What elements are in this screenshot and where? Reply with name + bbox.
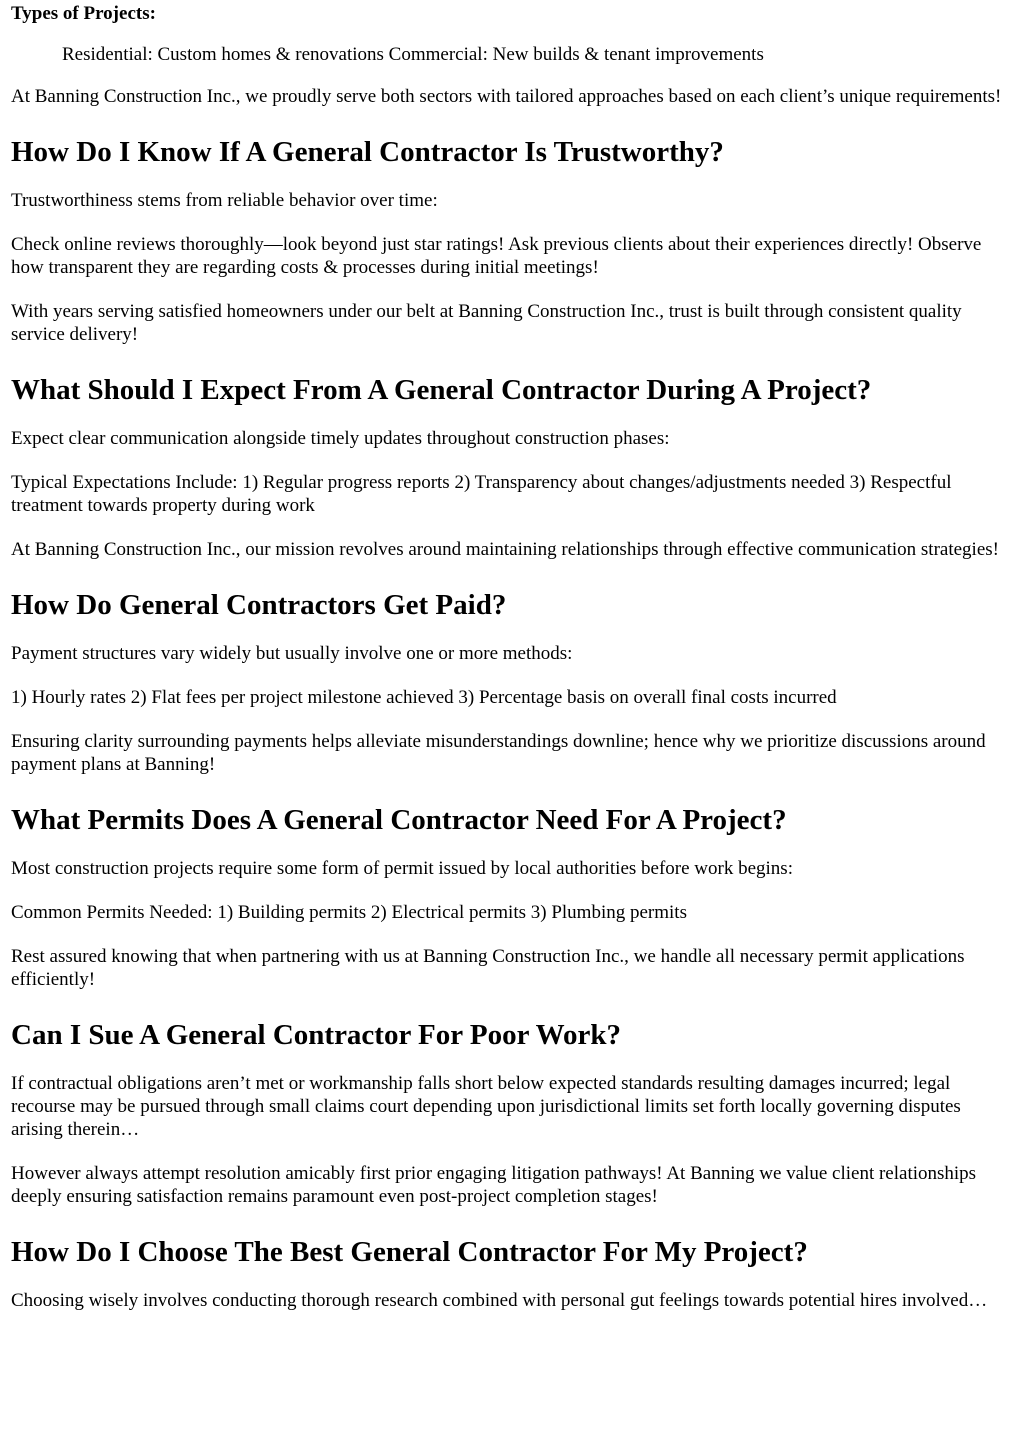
types-of-projects-list: Residential: Custom homes & renovations Commercial: New builds & tenant improvements — [62, 44, 764, 65]
section-paragraph: Payment structures vary widely but usually involve one or more methods: — [11, 643, 573, 664]
section-paragraph: Trustworthiness stems from reliable behavior over time: — [11, 190, 438, 211]
section-sue — [11, 1018, 1012, 1208]
section-payment — [11, 588, 1012, 776]
section-paragraph: Typical Expectations Include: 1) Regular progress reports 2) Transparency about changes/adjustments needed 3) Respectful treatment towards property during work — [11, 472, 952, 516]
section-paragraph: If contractual obligations aren’t met or workmanship falls short below expected standards resulting damages incurred; legal recourse may be pursued through small claims court depending upon jurisdictional limits set forth locally governing disputes arising therein… — [11, 1073, 961, 1140]
article-body — [0, 3, 1024, 1312]
section-heading: What Should I Expect From A General Contractor During A Project? — [11, 374, 872, 406]
section-paragraph: Ensuring clarity surrounding payments helps alleviate misunderstandings downline; hence why we prioritize discussions around payment plans at Banning! — [11, 731, 986, 775]
section-paragraph: However always attempt resolution amicably first prior engaging litigation pathways! At Banning we value client relationships deeply ensuring satisfaction remains paramount even post-project completion stages! — [11, 1163, 977, 1207]
section-choose — [11, 1235, 1012, 1312]
types-of-projects-paragraph: At Banning Construction Inc., we proudly serve both sectors with tailored approaches based on each client’s unique requirements! — [11, 86, 1002, 107]
section-paragraph: Rest assured knowing that when partnering with us at Banning Construction Inc., we handle all necessary permit applications efficiently! — [11, 946, 965, 990]
types-of-projects-heading: Types of Projects: — [11, 3, 156, 24]
section-paragraph: Common Permits Needed: 1) Building permits 2) Electrical permits 3) Plumbing permits — [11, 902, 687, 923]
section-paragraph: At Banning Construction Inc., our mission revolves around maintaining relationships through effective communication strategies! — [11, 539, 999, 560]
section-paragraph: Most construction projects require some form of permit issued by local authorities before work begins: — [11, 858, 793, 879]
section-heading: Can I Sue A General Contractor For Poor Work? — [11, 1019, 622, 1051]
section-paragraph: Check online reviews thoroughly—look beyond just star ratings! Ask previous clients about their experiences directly! Observe how transparent they are regarding costs & processes during initial meetings! — [11, 234, 982, 278]
section-paragraph: With years serving satisfied homeowners under our belt at Banning Construction Inc., trust is built through consistent quality service delivery! — [11, 301, 962, 345]
section-paragraph: 1) Hourly rates 2) Flat fees per project milestone achieved 3) Percentage basis on overall final costs incurred — [11, 687, 837, 708]
section-trustworthy — [11, 135, 1012, 346]
section-heading: What Permits Does A General Contractor Need For A Project? — [11, 804, 787, 836]
section-permits — [11, 803, 1012, 991]
section-paragraph: Expect clear communication alongside timely updates throughout construction phases: — [11, 428, 670, 449]
section-heading: How Do General Contractors Get Paid? — [11, 589, 507, 621]
section-heading: How Do I Know If A General Contractor Is Trustworthy? — [11, 136, 724, 168]
section-expectations — [11, 373, 1012, 561]
section-paragraph: Choosing wisely involves conducting thorough research combined with personal gut feelings towards potential hires involved… — [11, 1290, 988, 1311]
section-heading: How Do I Choose The Best General Contractor For My Project? — [11, 1236, 808, 1268]
